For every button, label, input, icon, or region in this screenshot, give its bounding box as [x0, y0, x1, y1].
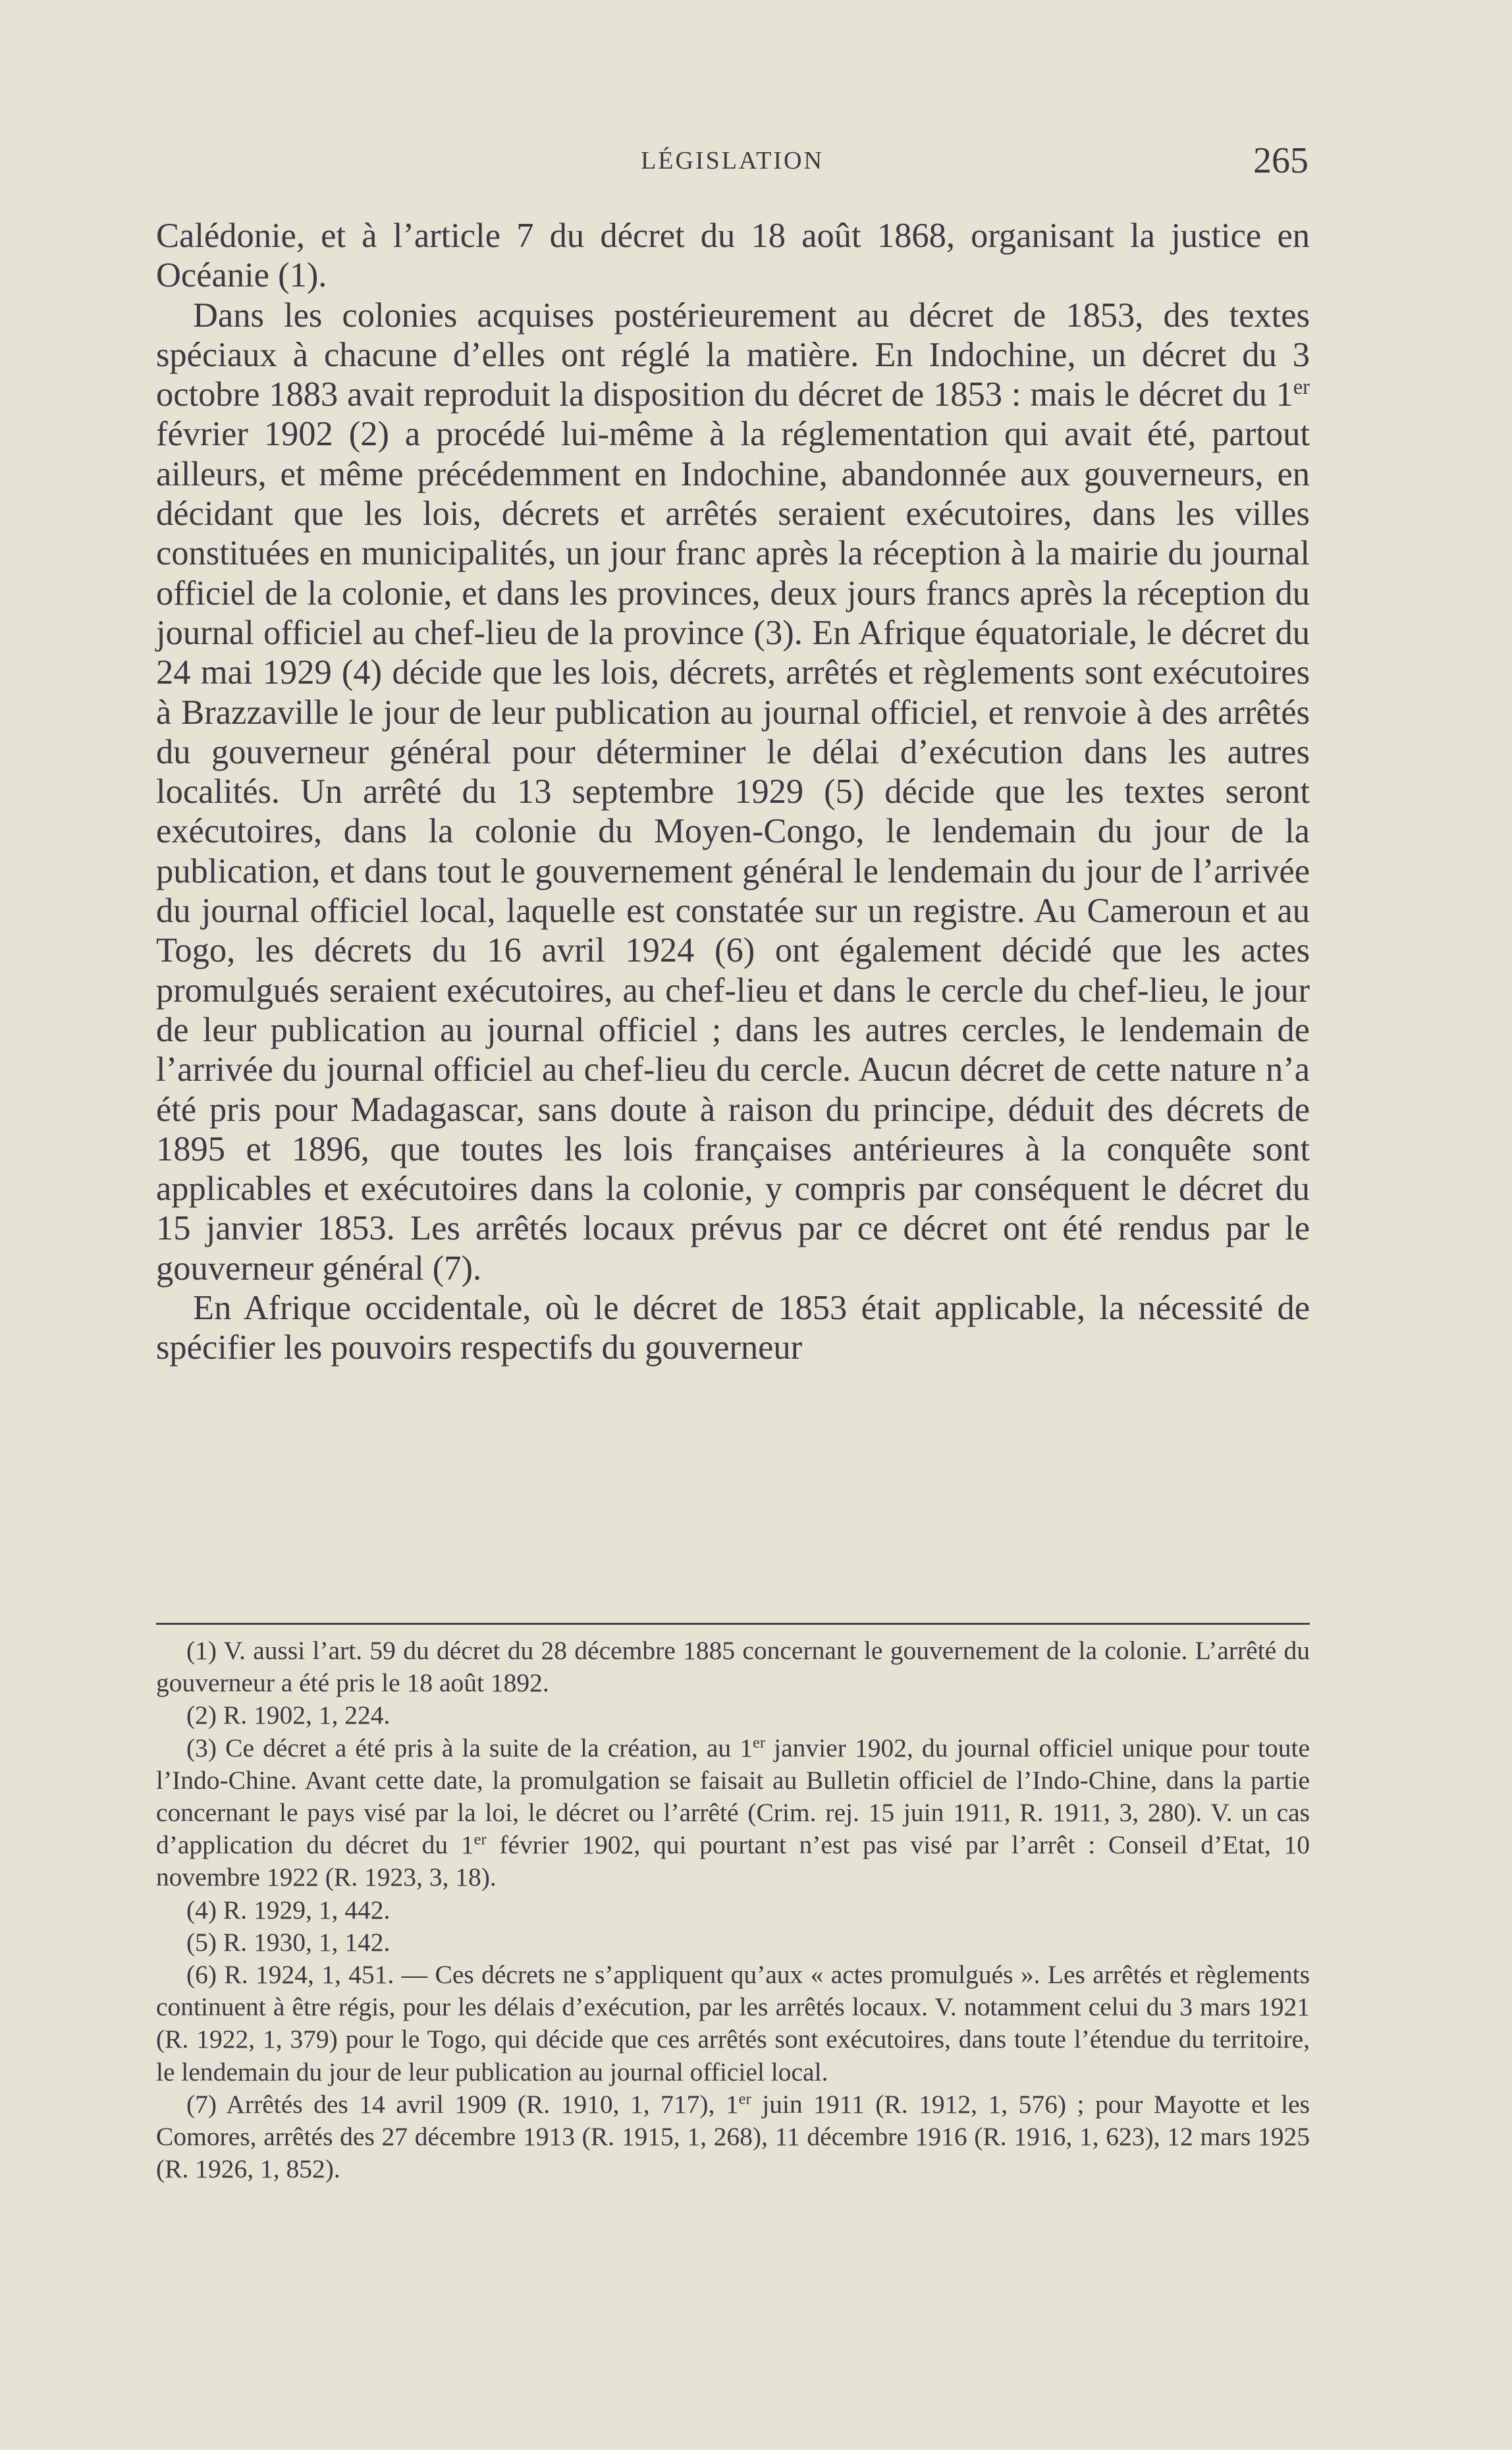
footnote-3: [156, 1732, 1310, 1894]
body-paragraph-2-text-b: février 1902 (2) a procédé lui-même à la réglementation qui avait été, partout ailleurs, et même précédemment en Indochine, abandonnée aux gouverneurs, en décidant que les lois, décrets et arrêtés seraient exécutoires, dans les villes constituées en municipalités, un jour franc après la réception à la mairie du journal officiel de la colonie, et dans les provinces, deux jours francs après la réception du journal officiel au chef-lieu de la province (3). En Afrique équatoriale, le décret du 24 mai 1929 (4) décide que les lois, décrets, arrêtés et règlements sont exécutoires à Brazzaville le jour de leur publication au journal officiel, et renvoie à des arrêtés du gouverneur général pour déterminer le délai d’exécution dans les autres localités. Un arrêté du 13 septembre 1929 (5) décide que les textes seront exécutoires, dans la colonie du Moyen-Congo, le lendemain du jour de la publication, et dans tout le gouvernement général le lendemain du jour de l’arrivée du journal officiel local, laquelle est constatée sur un registre. Au Cameroun et au Togo, les décrets du 16 avril 1924 (6) ont également décidé que les actes promulgués seraient exécutoires, au chef-lieu et dans le cercle du chef-lieu, le jour de leur publication au journal officiel ; dans les autres cercles, le lendemain de l’arrivée du journal officiel au chef-lieu du cercle. Aucun décret de cette nature n’a été pris pour Madagascar, sans doute à raison du principe, déduit des décrets de 1895 et 1896, que toutes les lois françaises antérieures à la conquête sont applicables et exécutoires dans la colonie, y compris par conséquent le décret du 15 janvier 1853. Les arrêtés locaux prévus par ce décret ont été rendus par le gouverneur général (7).: [156, 415, 1310, 1288]
running-title: LÉGISLATION: [641, 147, 824, 175]
body-paragraph-1: [156, 216, 1310, 296]
footnote-7-text-a: (7) Arrêtés des 14 avril 1909 (R. 1910, 1, 717), 1: [186, 2089, 739, 2119]
body-paragraph-3-text: En Afrique occidentale, où le décret de 1853 était applicable, la nécessité de spécifier les pouvoirs respectifs du gouverneur: [156, 1289, 1310, 1367]
body-paragraph-3: [156, 1288, 1310, 1368]
footnote-4-text: (4) R. 1929, 1, 442.: [186, 1895, 391, 1924]
footnote-separator-rule: [156, 1623, 1310, 1625]
body-paragraph-2: [156, 296, 1310, 1288]
footnote-6: [156, 1959, 1310, 2088]
footnote-3-text-a: (3) Ce décret a été pris à la suite de la création, au 1: [186, 1733, 753, 1762]
body-paragraph-1-text: Calédonie, et à l’article 7 du décret du 18 août 1868, organisant la justice en Océanie (1).: [156, 217, 1310, 295]
body-paragraph-2-text-a: Dans les colonies acquises postérieurement au décret de 1853, des textes spéciaux à chacune d’elles ont réglé la matière. En Indochine, un décret du 3 octobre 1883 avait reproduit la disposition du décret de 1853 : mais le décret du 1: [156, 296, 1310, 414]
footnote-3-text-c: février 1902, qui pourtant n’est pas visé par l’arrêt : Conseil d’Etat, 10 novembre 1922 (R. 1923, 3, 18).: [156, 1830, 1310, 1892]
footnotes: [156, 1635, 1310, 2185]
ordinal-superscript: er: [753, 1733, 766, 1752]
footnote-7-text-b: juin 1911 (R. 1912, 1, 576) ; pour Mayotte et les Comores, arrêtés des 27 décembre 1913 (R. 1915, 1, 268), 11 décembre 1916 (R. 1916, 1, 623), 12 mars 1925 (R. 1926, 1, 852).: [156, 2089, 1310, 2184]
footnote-5-text: (5) R. 1930, 1, 142.: [186, 1927, 391, 1957]
footnote-3-text-b: janvier 1902, du journal officiel unique pour toute l’Indo-Chine. Avant cette date, la promulgation se faisait au Bulletin officiel de l’Indo-Chine, dans la partie concernant le pays visé par la loi, le décret ou l’arrêté (Crim. rej. 15 juin 1911, R. 1911, 3, 280). V. un cas d’application du décret du 1: [156, 1733, 1310, 1860]
footnote-7: [156, 2088, 1310, 2186]
footnote-6-text: (6) R. 1924, 1, 451. — Ces décrets ne s’appliquent qu’aux « actes promulgués ». Les arrêtés et règlements continuent à être régis, pour les délais d’exécution, par les arrêtés locaux. V. notamment celui du 3 mars 1921 (R. 1922, 1, 379) pour le Togo, qui décide que ces arrêtés sont exécutoires, dans toute l’étendue du territoire, le lendemain du jour de leur publication au journal officiel local.: [156, 1960, 1310, 2086]
page-number: 265: [1253, 140, 1309, 181]
ordinal-superscript: er: [1293, 375, 1310, 400]
body-text: [156, 216, 1310, 1368]
ordinal-superscript: er: [738, 2090, 751, 2108]
footnote-1-text: (1) V. aussi l’art. 59 du décret du 28 décembre 1885 concernant le gouvernement de la colonie. L’arrêté du gouverneur a été pris le 18 août 1892.: [156, 1636, 1310, 1698]
running-head: [156, 140, 1309, 186]
footnote-4: [156, 1894, 1310, 1926]
footnote-2-text: (2) R. 1902, 1, 224.: [186, 1701, 391, 1730]
footnote-5: [156, 1926, 1310, 1959]
ordinal-superscript: er: [473, 1830, 487, 1849]
footnote-2: [156, 1699, 1310, 1731]
footnote-1: [156, 1635, 1310, 1699]
